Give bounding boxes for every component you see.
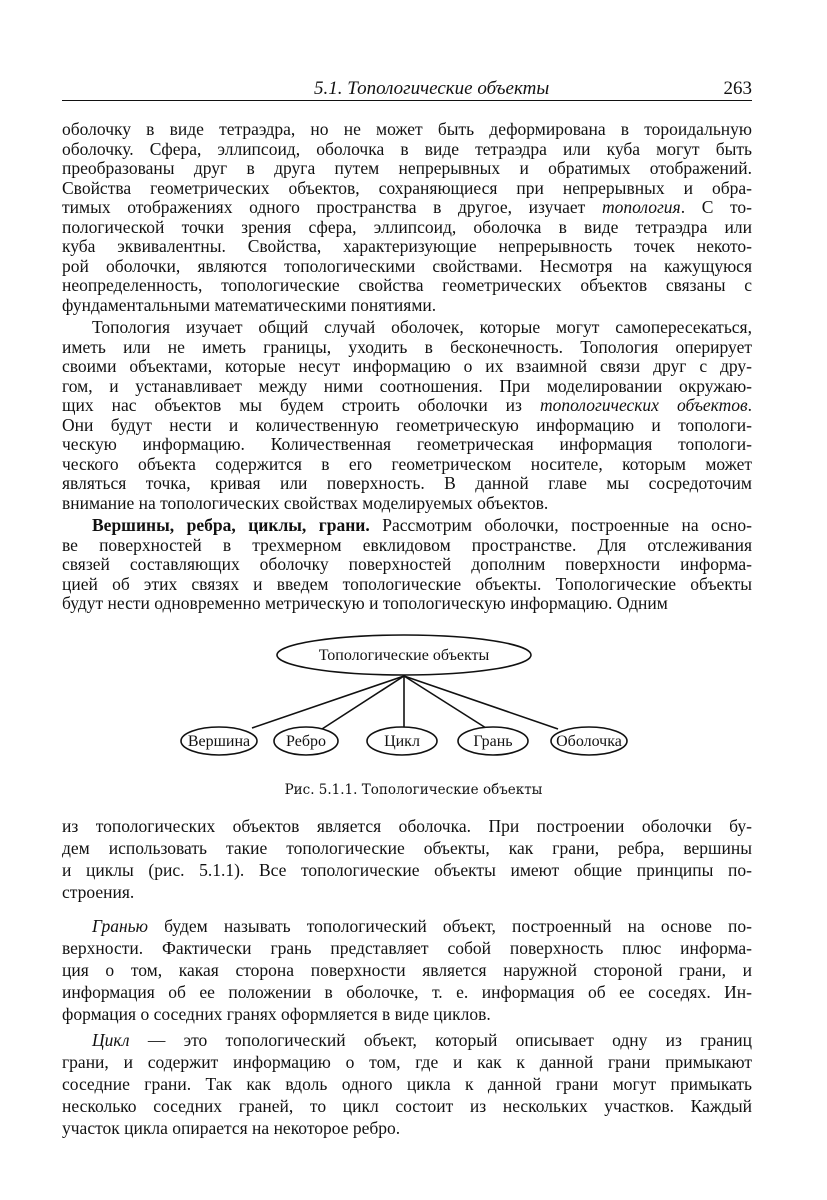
text-line: грани, и содержит информацию о том, где и как к данной грани примыкают (62, 1052, 752, 1072)
emphasis: Гранью (92, 916, 148, 936)
emphasis: Вершины, ребра, циклы, грани. (92, 515, 370, 535)
text-line: преобразованы друг в друга путем непрерывных и обратимых отображений. (62, 158, 752, 178)
text-line: щих нас объектов мы будем строить оболочки из топологических объектов. (62, 395, 752, 415)
text-line: ческого объекта содержится в его геометрическом носителе, которым может (62, 453, 752, 474)
text-line: оболочку. Сфера, эллипсоид, оболочка в виде тетраэдра или куба могут быть (62, 138, 752, 159)
node-label: Ребро (286, 733, 326, 750)
emphasis: топология (601, 197, 681, 217)
text-line: иметь или не иметь границы, уходить в бесконечность. Топология оперирует (62, 336, 752, 357)
text-line: куба эквивалентны. Свойства, характеризующие непрерывность точек некото- (62, 236, 752, 256)
node-label: Грань (473, 733, 513, 750)
text-line: соседние грани. Так как вдоль одного цикла к данной грани могут примыкать (62, 1074, 752, 1094)
text-line: своими объектами, которые несут информацию о их взаимной связи друг с дру- (62, 356, 752, 376)
node-label: Вершина (187, 733, 251, 750)
text-line: Свойства геометрических объектов, сохраняющиеся при непрерывных и обра- (62, 177, 752, 198)
text-line: связей составляющих оболочку поверхностей дополним поверхности информа- (62, 554, 752, 574)
text-line: рой оболочки, являются топологическими свойствами. Несмотря на кажущуюся (62, 255, 752, 276)
text-line: неопределенность, топологические свойства геометрических объектов связаны с (62, 275, 752, 295)
text-line: будут нести одновременно метрическую и топологическую информацию. Одним (62, 593, 668, 613)
paragraph (62, 915, 752, 1025)
figure-caption: Рис. 5.1.1. Топологические объекты (284, 782, 543, 798)
edge (252, 676, 404, 728)
node-label: Оболочка (556, 733, 622, 750)
paragraph (62, 815, 752, 903)
text-line: участок цикла опирается на некоторое ребро. (62, 1118, 401, 1138)
text-line: верхности. Фактически грань представляет собой поверхность плюс информа- (62, 938, 752, 958)
text-line: Топология изучает общий случай оболочек, которые могут самопересекаться, (92, 317, 752, 337)
text-line: Цикл — это топологический объект, который описывает одну из границ (92, 1030, 752, 1050)
text-line: и циклы (рис. 5.1.1). Все топологические объекты имеют общие принципы по- (62, 860, 752, 880)
text-line: дем использовать такие топологические объекты, как грани, ребра, вершины (62, 838, 752, 858)
text-line: Гранью будем называть топологический объект, построенный на основе по- (92, 916, 752, 936)
text-line: из топологических объектов является оболочка. При построении оболочки бу- (62, 816, 752, 836)
text-line: являться точка, кривая или поверхность. В данной главе мы сосредоточим (62, 473, 752, 493)
page-number: 263 (723, 78, 752, 99)
text-line: информация об ее положении в оболочке, т. е. информация об ее соседях. Ин- (62, 982, 752, 1002)
text-line: ве поверхностей в трехмерном евклидовом пространстве. Для отслеживания (62, 534, 752, 555)
emphasis: Цикл (92, 1030, 130, 1050)
edge (404, 676, 486, 728)
text-line: несколько соседних граней, то цикл состоит из нескольких участков. Каждый (62, 1096, 752, 1116)
text-line: оболочку в виде тетраэдра, но не может быть деформирована в тороидальную (62, 119, 752, 139)
text-line: гом, и устанавливает между ними соотношения. При моделировании окружаю- (62, 375, 752, 396)
paragraph (62, 1029, 752, 1139)
text-line: ческую информацию. Количественная геометрическая информация топологи- (62, 434, 752, 454)
text-line: пологической точки зрения сфера, эллипсоид, оболочка в виде тетраэдра или (62, 216, 752, 237)
text-line: строения. (62, 882, 135, 902)
emphasis: топологических объектов (539, 395, 748, 415)
node-label: Цикл (384, 733, 420, 750)
text-line: формация о соседних гранях оформляется в виде циклов. (62, 1004, 491, 1024)
text-line: Они будут нести и количественную геометрическую информацию и топологи- (62, 414, 752, 435)
edge (322, 676, 404, 729)
root-label: Топологические объекты (318, 647, 490, 664)
text-line: ция о том, какая сторона поверхности является наружной стороной грани, и (62, 960, 752, 980)
text-line: Вершины, ребра, циклы, грани. Рассмотрим оболочки, построенные на осно- (92, 515, 752, 535)
section-title: 5.1. Топологические объекты (314, 78, 550, 99)
text-line: цией об этих связях и введем топологические объекты. Топологические объекты (62, 573, 752, 594)
text-line: тимых отображениях одного пространства в другое, изучает топология. С то- (62, 197, 752, 217)
edge (404, 676, 558, 729)
text-line: фундаментальными математическими понятиями. (62, 294, 437, 315)
text-line: внимание на топологических свойствах моделируемых объектов. (62, 492, 549, 513)
